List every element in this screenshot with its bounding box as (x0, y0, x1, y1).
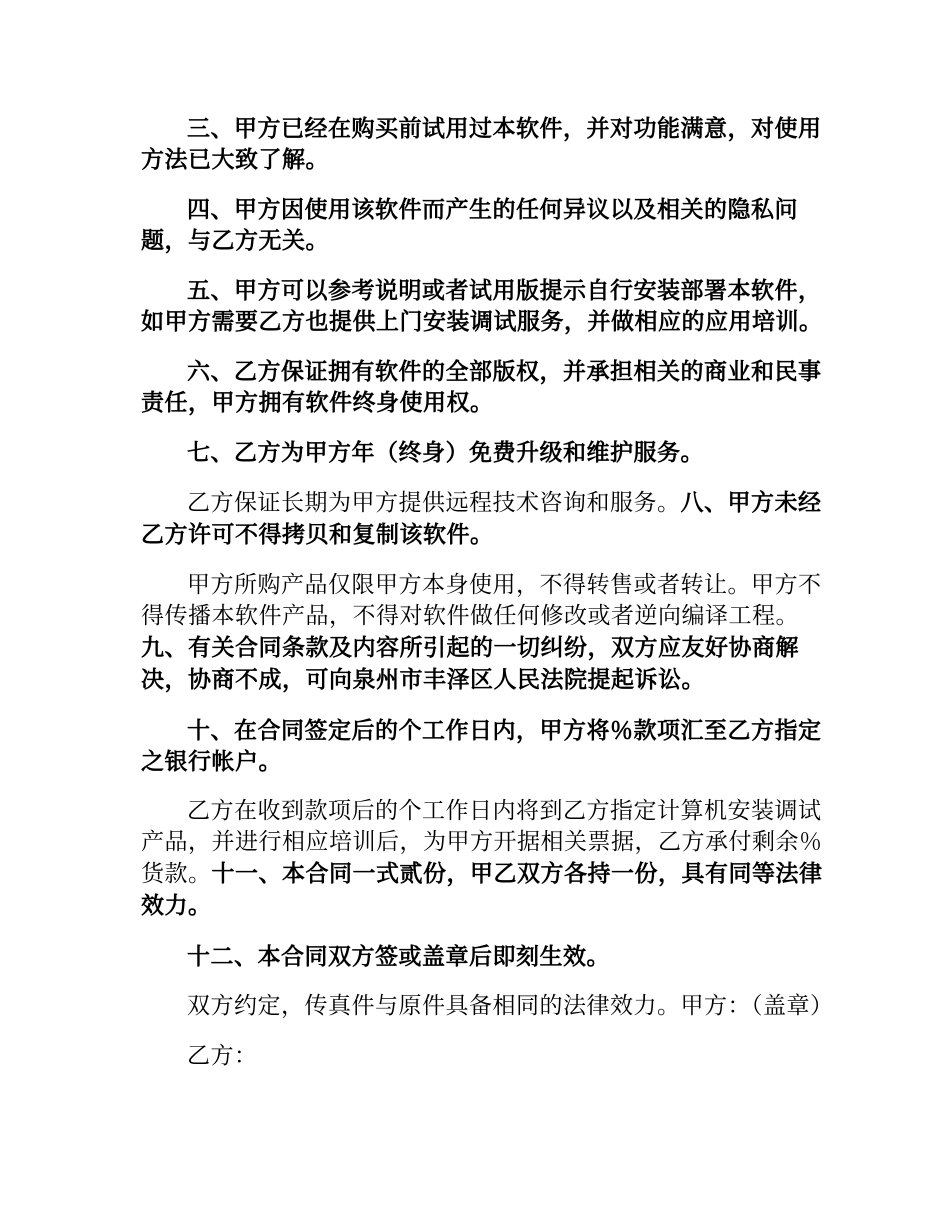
usage-restriction-text: 甲方所购产品仅限甲方本身使用，不得转售或者转让。甲方不得传播本软件产品，不得对软件做任何修改或者逆向编译工程。 (141, 572, 822, 629)
clause-9-paragraph (141, 570, 827, 696)
clause-9: 九、有关合同条款及内容所引起的一切纠纷，双方应友好协商解决，协商不成，可向泉州市丰泽区人民法院提起诉讼。 (141, 634, 799, 693)
clause-5: 五、甲方可以参考说明或者试用版提示自行安装部署本软件，如甲方需要乙方也提供上门安装调试服务，并做相应的应用培训。 (141, 277, 823, 335)
clause-3: 三、甲方已经在购买前试用过本软件，并对功能满意，对使用方法已大致了解。 (141, 115, 822, 173)
installation-text: 乙方在收到款项后的个工作日内将到乙方指定计算机安装调试产品，并进行相应培训后，为甲方开据相关票据，乙方承付剩余％货款。 (141, 798, 823, 887)
clause-6: 六、乙方保证拥有软件的全部版权，并承担相关的商业和民事责任，甲方拥有软件终身使用权。 (141, 358, 822, 416)
clause-10: 十、在合同签定后的个工作日内，甲方将％款项汇至乙方指定之银行帐户。 (141, 717, 822, 775)
fax-validity-and-party-a: 双方约定，传真件与原件具备相同的法律效力。甲方：（盖章） (187, 993, 834, 1019)
clause-12: 十二、本合同双方签或盖章后即刻生效。 (187, 943, 610, 970)
contract-page (141, 113, 834, 1091)
remote-support-text: 乙方保证长期为甲方提供远程技术咨询和服务。 (187, 490, 681, 516)
party-b-signature: 乙方： (187, 1043, 258, 1069)
clause-8-paragraph (141, 487, 827, 551)
clause-7: 七、乙方为甲方年（终身）免费升级和维护服务。 (187, 439, 704, 466)
clause-11: 十一、本合同一式贰份，甲乙双方各持一份，具有同等法律效力。 (141, 860, 823, 919)
clause-8: 八、甲方未经乙方许可不得拷贝和复制该软件。 (141, 489, 822, 548)
clause-11-paragraph (141, 796, 827, 922)
clause-4: 四、甲方因使用该软件而产生的任何异议以及相关的隐私问题，与乙方无关。 (141, 196, 798, 254)
